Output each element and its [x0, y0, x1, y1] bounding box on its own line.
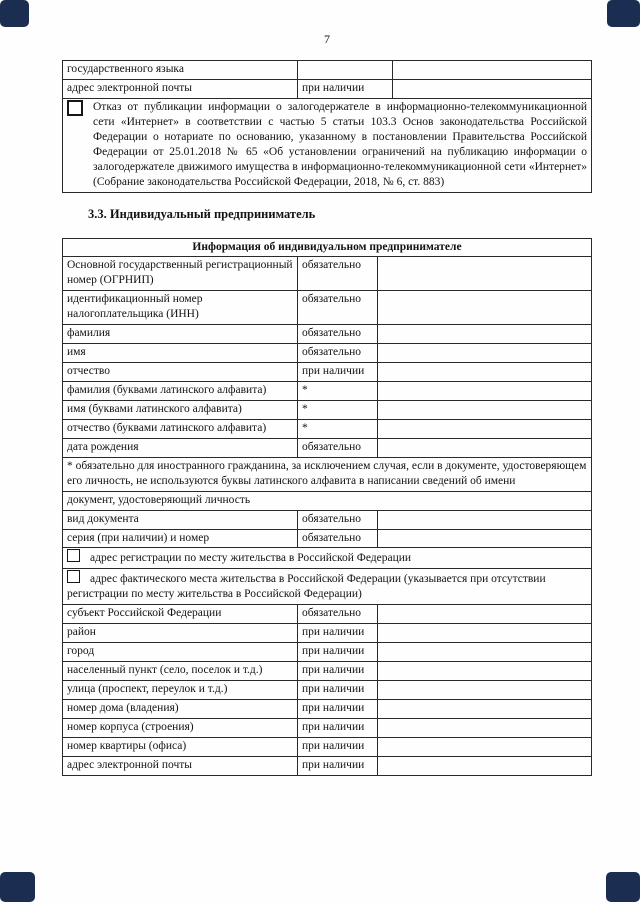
- table-row: [63, 718, 592, 737]
- scan-corner-mark-top-right: [607, 0, 640, 27]
- field-label: фамилия (буквами латинского алфавита): [63, 382, 298, 401]
- field-value: [378, 662, 592, 681]
- field-requirement: при наличии: [298, 756, 378, 775]
- table-row: [63, 624, 592, 643]
- table-row: [63, 61, 592, 80]
- actual-address-cell: [63, 569, 592, 605]
- field-requirement: *: [298, 419, 378, 438]
- field-label: улица (проспект, переулок и т.д.): [63, 681, 298, 700]
- table-row: [63, 457, 592, 491]
- table-title: Информация об индивидуальном предпринимателе: [63, 238, 592, 257]
- field-label: номер дома (владения): [63, 699, 298, 718]
- field-requirement: обязательно: [298, 529, 378, 548]
- scan-corner-mark-top-left: [0, 0, 29, 27]
- table-row: [63, 510, 592, 529]
- field-label: район: [63, 624, 298, 643]
- table-row: [63, 756, 592, 775]
- field-requirement: обязательно: [298, 257, 378, 291]
- field-requirement: при наличии: [298, 624, 378, 643]
- language-email-table: [62, 60, 592, 193]
- field-label: имя (буквами латинского алфавита): [63, 400, 298, 419]
- scan-corner-mark-bottom-left: [0, 872, 35, 902]
- table-row: [63, 681, 592, 700]
- table-row: [63, 382, 592, 401]
- table-row: [63, 605, 592, 624]
- table-row: [63, 79, 592, 98]
- table-row: [63, 569, 592, 605]
- field-requirement: обязательно: [298, 605, 378, 624]
- actual-address-checkbox[interactable]: [67, 570, 80, 583]
- field-label: дата рождения: [63, 438, 298, 457]
- table-row: [63, 699, 592, 718]
- field-value: [378, 363, 592, 382]
- refusal-checkbox[interactable]: [67, 100, 83, 116]
- field-label: Основной государственный регистрационный номер (ОГРНИП): [63, 257, 298, 291]
- field-label: идентификационный номер налогоплательщика (ИНН): [63, 291, 298, 325]
- field-label: субъект Российской Федерации: [63, 605, 298, 624]
- table-row: [63, 400, 592, 419]
- field-value: [378, 643, 592, 662]
- field-value: [378, 529, 592, 548]
- field-value: [393, 61, 592, 80]
- field-requirement: обязательно: [298, 438, 378, 457]
- field-value: [378, 624, 592, 643]
- field-requirement: [298, 61, 393, 80]
- field-value: [378, 681, 592, 700]
- field-requirement: при наличии: [298, 79, 393, 98]
- field-value: [378, 325, 592, 344]
- individual-entrepreneur-table: [62, 238, 592, 776]
- field-label: город: [63, 643, 298, 662]
- field-requirement: при наличии: [298, 662, 378, 681]
- checkbox-label: адрес фактического места жительства в Российской Федерации (указывается при отсутствии регистрации по месту жительства в Российской Федерации): [67, 573, 546, 601]
- field-label: фамилия: [63, 325, 298, 344]
- section-cell: документ, удостоверяющий личность: [63, 491, 592, 510]
- field-value: [378, 257, 592, 291]
- field-label: вид документа: [63, 510, 298, 529]
- field-requirement: при наличии: [298, 699, 378, 718]
- field-value: [378, 419, 592, 438]
- scan-corner-mark-bottom-right: [606, 872, 640, 902]
- table-row: [63, 643, 592, 662]
- field-label: имя: [63, 344, 298, 363]
- field-requirement: при наличии: [298, 737, 378, 756]
- field-label: номер квартиры (офиса): [63, 737, 298, 756]
- section-heading: 3.3. Индивидуальный предприниматель: [88, 206, 316, 221]
- field-label: адрес электронной почты: [63, 79, 298, 98]
- registration-address-cell: [63, 548, 592, 569]
- table-row: [63, 529, 592, 548]
- field-label: отчество (буквами латинского алфавита): [63, 419, 298, 438]
- field-value: [393, 79, 592, 98]
- refusal-cell: [63, 98, 592, 192]
- field-label: адрес электронной почты: [63, 756, 298, 775]
- table-row: [63, 737, 592, 756]
- field-value: [378, 605, 592, 624]
- registration-address-checkbox[interactable]: [67, 549, 80, 562]
- table-header-row: [63, 238, 592, 257]
- field-requirement: при наличии: [298, 718, 378, 737]
- field-value: [378, 718, 592, 737]
- table-row: [63, 363, 592, 382]
- footnote-cell: * обязательно для иностранного гражданина, за исключением случая, если в документе, удостоверяющем его личность, не используются буквы латинского алфавита в написании сведений об имени: [63, 457, 592, 491]
- field-value: [378, 737, 592, 756]
- document-page: [62, 32, 592, 776]
- field-label: серия (при наличии) и номер: [63, 529, 298, 548]
- field-value: [378, 510, 592, 529]
- table-row: [63, 257, 592, 291]
- table-row: [63, 291, 592, 325]
- table-row: [63, 491, 592, 510]
- field-requirement: обязательно: [298, 510, 378, 529]
- field-requirement: при наличии: [298, 681, 378, 700]
- field-requirement: *: [298, 382, 378, 401]
- table-row: [63, 438, 592, 457]
- field-requirement: обязательно: [298, 325, 378, 344]
- field-value: [378, 400, 592, 419]
- checkbox-label: адрес регистрации по месту жительства в Российской Федерации: [90, 552, 412, 565]
- table-row: [63, 325, 592, 344]
- page-number: 7: [324, 32, 330, 46]
- refusal-text: Отказ от публикации информации о залогодержателе в информационно-телекоммуникационной сети «Интернет» в соответствии с частью 5 статьи 103.3 Основ законодательства Российской Федерации о нотариате по основанию, указанному в постановлении Правительства Российской Федерации от 25.01.2018 № 65 «Об установлении ограничений на публикацию информации о залогодержателе движимого имущества в информационно-телекоммуникационной сети «Интернет» (Собрание законодательства Российской Федерации, 2018, № 6, ст. 883): [93, 100, 587, 188]
- field-value: [378, 756, 592, 775]
- table-row: [63, 344, 592, 363]
- field-label: номер корпуса (строения): [63, 718, 298, 737]
- field-requirement: обязательно: [298, 291, 378, 325]
- field-requirement: при наличии: [298, 363, 378, 382]
- field-value: [378, 699, 592, 718]
- field-value: [378, 438, 592, 457]
- field-value: [378, 291, 592, 325]
- field-requirement: *: [298, 400, 378, 419]
- field-value: [378, 382, 592, 401]
- field-label: государственного языка: [63, 61, 298, 80]
- table-row: [63, 548, 592, 569]
- table-row: [63, 419, 592, 438]
- field-label: отчество: [63, 363, 298, 382]
- field-label: населенный пункт (село, поселок и т.д.): [63, 662, 298, 681]
- field-value: [378, 344, 592, 363]
- field-requirement: обязательно: [298, 344, 378, 363]
- table-row: [63, 662, 592, 681]
- field-requirement: при наличии: [298, 643, 378, 662]
- table-row: [63, 98, 592, 192]
